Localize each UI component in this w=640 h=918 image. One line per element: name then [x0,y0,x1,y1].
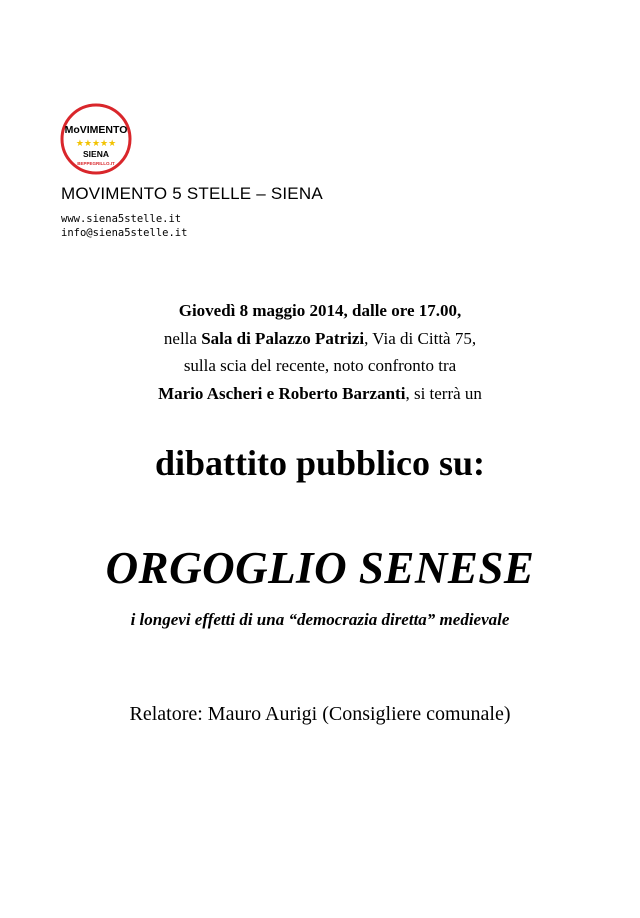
debate-heading: dibattito pubblico su: [154,443,486,483]
event-details [0,297,640,407]
website-link[interactable]: www.siena5stelle.it [61,213,182,225]
participants-names: Mario Ascheri e Roberto Barzanti [158,383,406,403]
event-title: ORGOGLIO SENESE [105,543,535,593]
context-line: sulla scia del recente, noto confronto tra [183,356,457,375]
participants-suffix: , si terrà un [405,383,482,403]
speaker-line: Relatore: Mauro Aurigi (Consigliere comunale) [129,703,511,725]
logo-stars: ★★★★★ [75,139,117,149]
venue-prefix: nella [163,328,202,348]
event-subtitle: i longevi effetti di una “democrazia diretta” medievale [130,610,510,629]
venue-address: , Via di Città 75, [364,328,477,348]
logo-text-url: BEPPEGRILLO.IT [77,161,115,166]
venue-name: Sala di Palazzo Patrizi [201,328,365,348]
email-link[interactable]: info@siena5stelle.it [61,227,188,239]
organization-name: MOVIMENTO 5 STELLE – SIENA [61,184,323,203]
event-date-line [0,297,640,325]
movimento-5-stelle-logo [60,103,132,175]
logo-text-siena: SIENA [83,149,109,159]
event-date: Giovedì 8 maggio 2014, dalle ore 17.00, [178,301,462,320]
event-venue-line [0,325,640,353]
logo-text-movimento: MoVIMENTO [64,124,128,136]
participants-line [0,380,640,408]
